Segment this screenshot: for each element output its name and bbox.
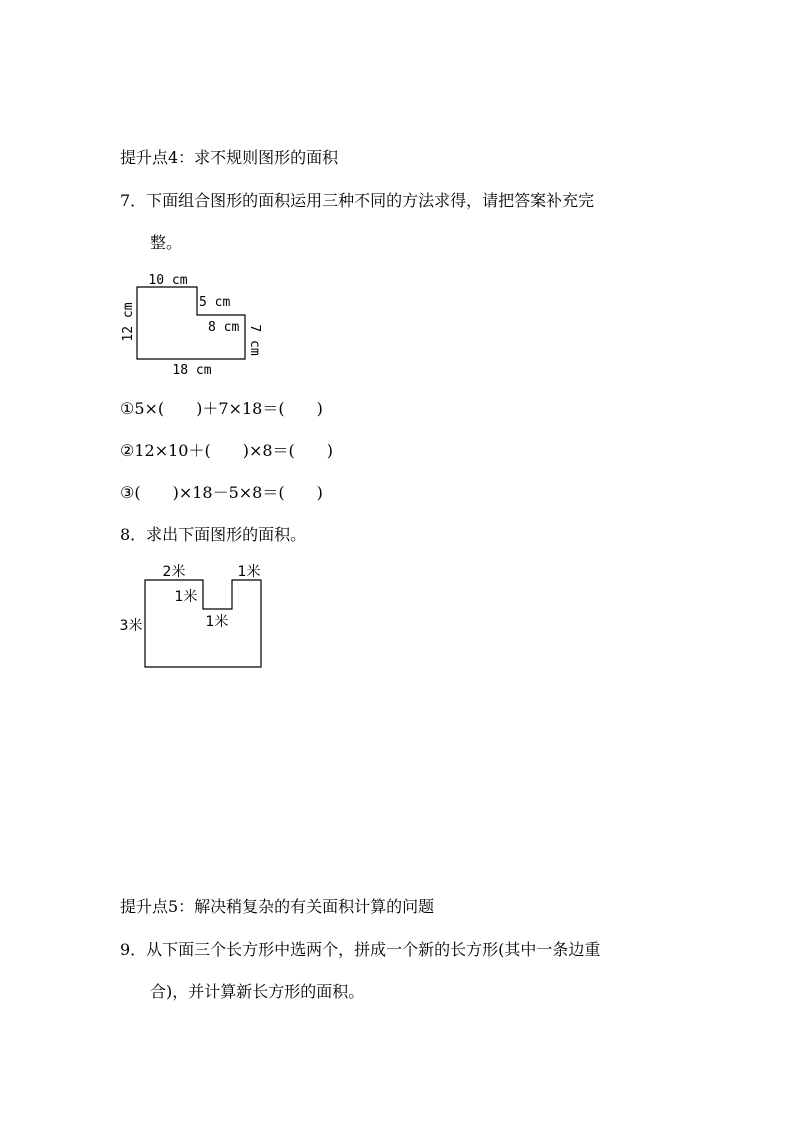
label-bottom-18cm: 18 cm xyxy=(172,363,212,378)
question-8-text: 8．求出下面图形的面积。 xyxy=(120,525,307,544)
section-heading-5: 提升点5：解决稍复杂的有关面积计算的问题 xyxy=(120,897,435,916)
label-notch-width-1m: 1米 xyxy=(205,614,229,630)
method-2: ②12×10＋( )×8＝( ) xyxy=(120,441,334,460)
label-left-12cm: 12 cm xyxy=(121,302,136,342)
label-notch-depth-1m: 1米 xyxy=(174,589,198,605)
label-top-10cm: 10 cm xyxy=(148,273,188,288)
label-right-7cm: 7 cm xyxy=(247,324,262,356)
question-7-text-cont: 整。 xyxy=(150,233,183,252)
question-7-text: 7．下面组合图形的面积运用三种不同的方法求得，请把答案补充完 xyxy=(120,191,595,210)
label-top-left-2m: 2米 xyxy=(162,564,186,580)
question-9-text: 9．从下面三个长方形中选两个，拼成一个新的长方形(其中一条边重 xyxy=(120,940,601,959)
question-9-text-cont: 合)，并计算新长方形的面积。 xyxy=(150,982,365,1001)
label-left-3m: 3米 xyxy=(119,618,143,634)
label-step-8cm: 8 cm xyxy=(208,320,240,335)
section-heading-4: 提升点4：求不规则图形的面积 xyxy=(120,148,339,167)
label-top-right-1m: 1米 xyxy=(237,564,261,580)
method-3: ③( )×18－5×8＝( ) xyxy=(120,483,323,502)
label-step-5cm: 5 cm xyxy=(199,295,231,310)
method-1: ①5×( )＋7×18＝( ) xyxy=(120,399,323,418)
notched-shape-outline xyxy=(145,580,261,667)
